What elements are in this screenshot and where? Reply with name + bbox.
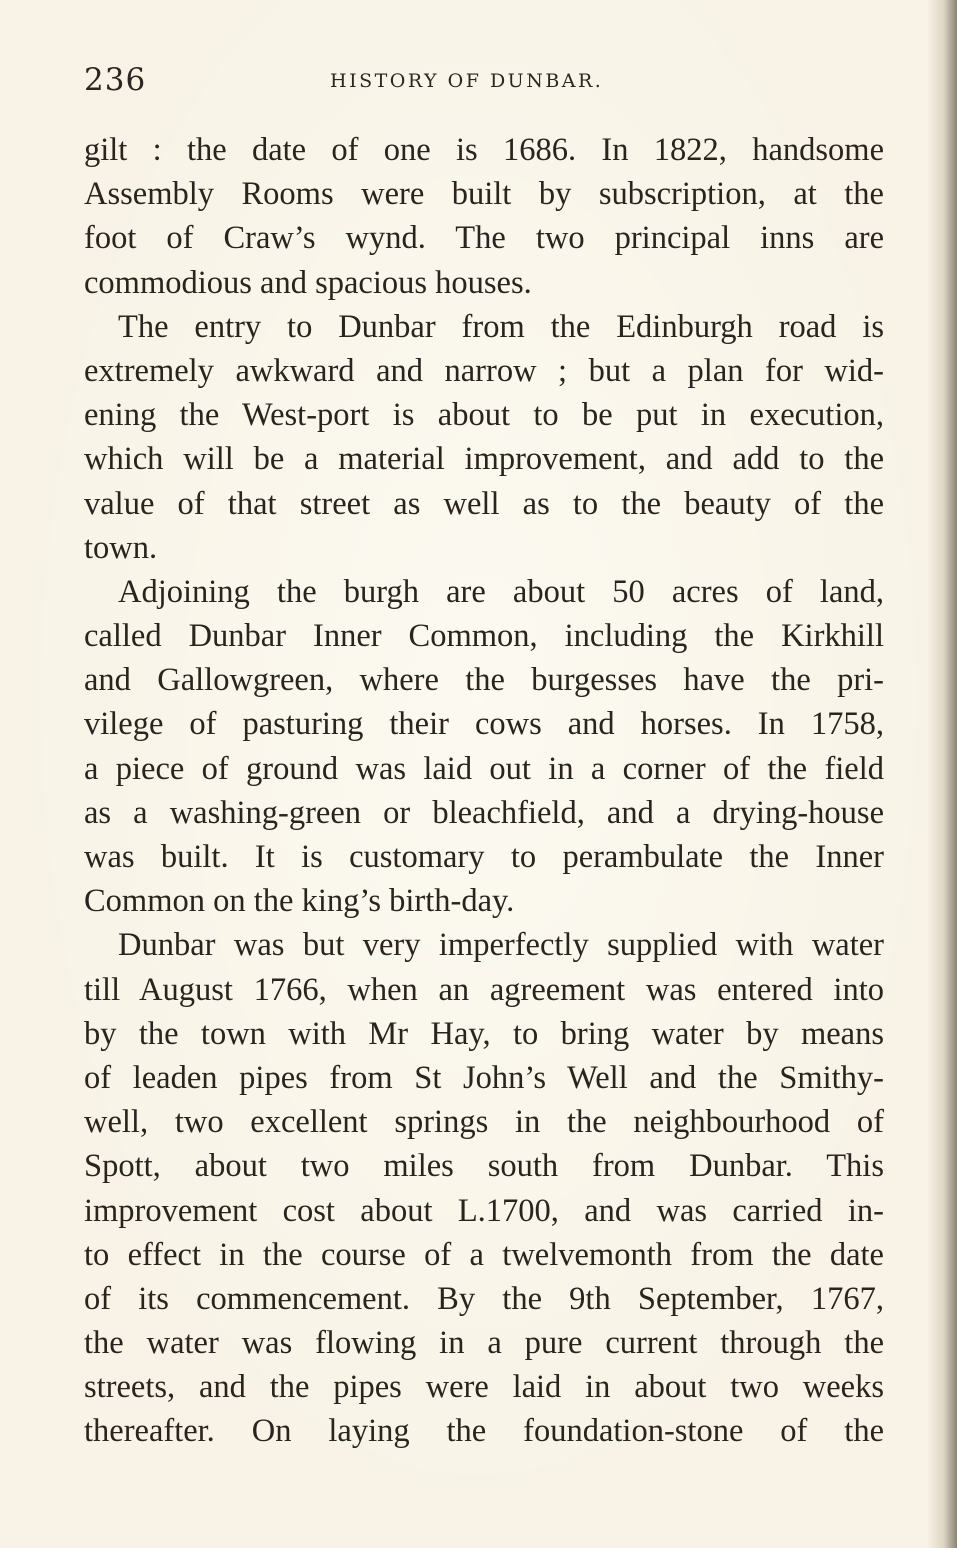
text-line: gilt : the date of one is 1686. In 1822, handsome [84, 132, 884, 168]
text-line: vilege of pasturing their cows and horses. In 1758, [84, 706, 884, 743]
text-line: called Dunbar Inner Common, including the Kirkhill [84, 618, 884, 655]
text-line: and Gallowgreen, where the burgesses have the pri- [84, 662, 884, 699]
page-edge-shadow [927, 0, 957, 1548]
text-line: Common on the king’s birth-day. [84, 883, 515, 920]
text-line: well, two excellent springs in the neighbourhood of [84, 1104, 884, 1141]
text-line: ening the West-port is about to be put in execution, [84, 397, 884, 434]
text-line: thereafter. On laying the foundation-stone of the [84, 1413, 884, 1450]
text-line: of leaden pipes from St John’s Well and the Smithy- [84, 1059, 884, 1096]
text-line: the water was flowing in a pure current through the [84, 1325, 884, 1362]
text-line: was built. It is customary to perambulate the Inner [84, 839, 884, 875]
text-line: Adjoining the burgh are about 50 acres of land, [118, 573, 884, 610]
text-line: Spott, about two miles south from Dunbar. This [84, 1148, 884, 1185]
text-line: Dunbar was but very imperfectly supplied with water [118, 927, 884, 964]
text-line: to effect in the course of a twelvemonth from the date [84, 1236, 884, 1273]
text-line: as a washing-green or bleachfield, and a drying-house [84, 794, 884, 831]
page-header [84, 62, 884, 102]
text-line: of its commencement. By the 9th September, 1767, [84, 1280, 884, 1317]
text-line: foot of Craw’s wynd. The two principal inns are [84, 220, 884, 257]
page-number: 236 [84, 62, 147, 98]
body-text [84, 128, 884, 1454]
text-line: by the town with Mr Hay, to bring water by means [84, 1015, 884, 1052]
text-line: town. [84, 529, 158, 566]
text-line: streets, and the pipes were laid in about two weeks [84, 1369, 884, 1406]
text-line: extremely awkward and narrow ; but a plan for wid- [84, 352, 884, 389]
text-line: value of that street as well as to the beauty of the [84, 485, 884, 522]
text-line: till August 1766, when an agreement was entered into [84, 971, 884, 1008]
running-head: HISTORY OF DUNBAR. [330, 70, 604, 92]
text-line: commodious and spacious houses. [84, 264, 532, 301]
text-line: improvement cost about L.1700, and was carried in- [84, 1192, 884, 1229]
text-line: which will be a material improvement, and add to the [84, 441, 884, 478]
text-line: The entry to Dunbar from the Edinburgh road is [118, 308, 884, 345]
text-line: a piece of ground was laid out in a corner of the field [84, 750, 884, 787]
text-line: Assembly Rooms were built by subscription, at the [84, 176, 884, 213]
